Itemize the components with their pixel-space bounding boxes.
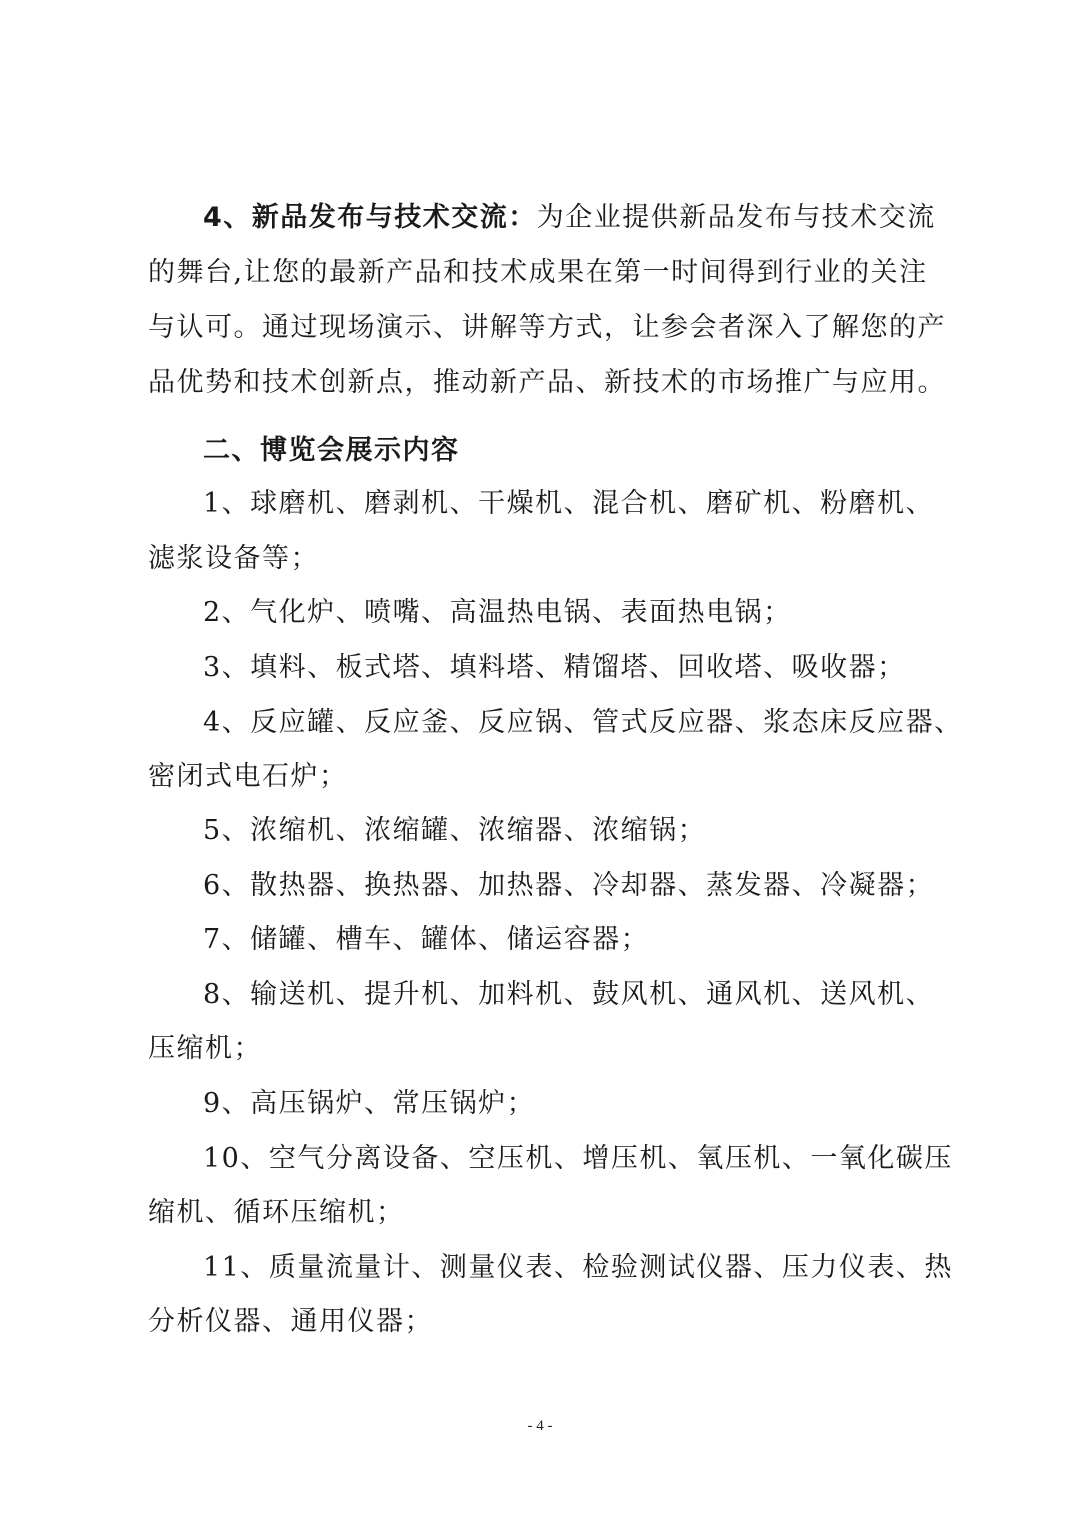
list-item-1: 1、球磨机、磨剥机、干燥机、混合机、磨矿机、粉磨机、 [203, 488, 935, 519]
list-item-2: 2、气化炉、喷嘴、高温热电锅、表面热电锅； [203, 597, 792, 628]
section4-text: 为企业提供新品发布与技术交流 [536, 202, 936, 233]
list-item-5: 5、浓缩机、浓缩罐、浓缩器、浓缩锅； [203, 815, 707, 846]
list-item-1-cont: 滤浆设备等； [148, 543, 319, 574]
list-item-4: 4、反应罐、反应釜、反应锅、管式反应器、浆态床反应器、 [203, 707, 963, 738]
list-item-4-cont: 密闭式电石炉； [148, 761, 348, 792]
section4-line-4: 品优势和技术创新点，推动新产品、新技术的市场推广与应用。 [148, 367, 946, 398]
section4-line-2: 的舞台,让您的最新产品和技术成果在第一时间得到行业的关注 [148, 257, 928, 288]
section4-lead: 4、新品发布与技术交流： [203, 202, 537, 233]
list-item-10: 10、空气分离设备、空压机、增压机、氧压机、一氧化碳压 [203, 1143, 953, 1174]
section4-line-1 [203, 198, 1003, 238]
list-item-10-cont: 缩机、循环压缩机； [148, 1197, 405, 1228]
list-item-7: 7、储罐、槽车、罐体、储运容器； [203, 924, 650, 955]
list-item-3: 3、填料、板式塔、填料塔、精馏塔、回收塔、吸收器； [203, 652, 906, 683]
section4-line-3: 与认可。通过现场演示、讲解等方式，让参会者深入了解您的产 [148, 312, 946, 343]
section-heading-exhibits: 二、博览会展示内容 [203, 435, 460, 466]
page-number: - 4 - [527, 1418, 553, 1434]
list-item-9: 9、高压锅炉、常压锅炉； [203, 1088, 536, 1119]
list-item-11-cont: 分析仪器、通用仪器； [148, 1306, 433, 1337]
list-item-6: 6、散热器、换热器、加热器、冷却器、蒸发器、冷凝器； [203, 870, 935, 901]
list-item-8-cont: 压缩机； [148, 1033, 262, 1064]
list-item-8: 8、输送机、提升机、加料机、鼓风机、通风机、送风机、 [203, 979, 935, 1010]
list-item-11: 11、质量流量计、测量仪表、检验测试仪器、压力仪表、热 [203, 1252, 953, 1283]
